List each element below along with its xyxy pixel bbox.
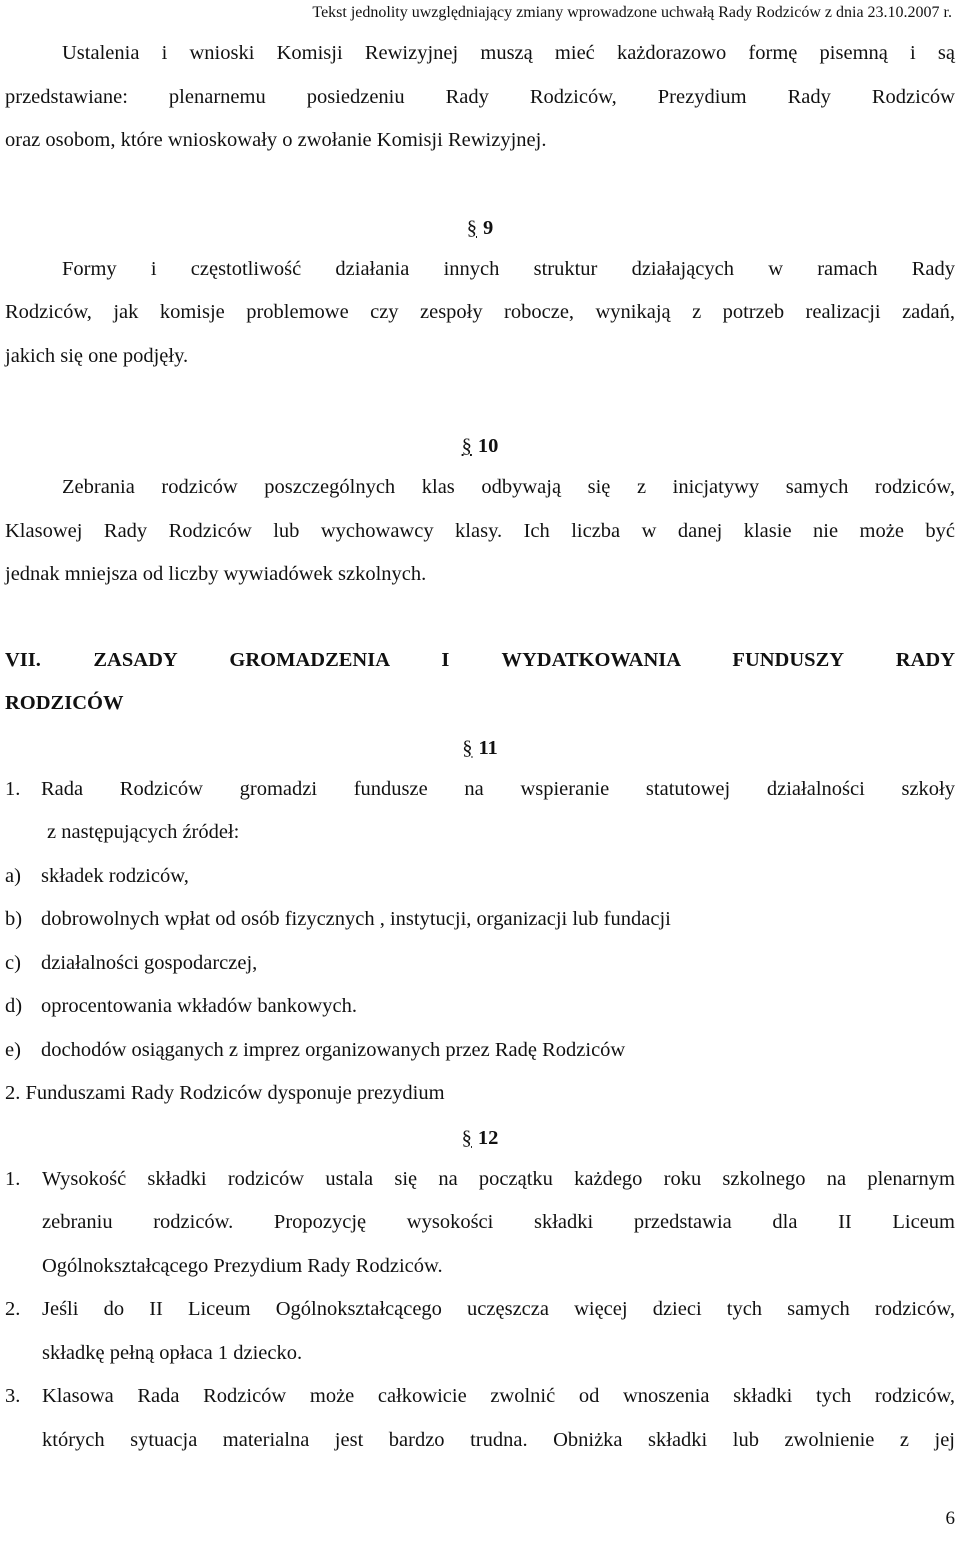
item-text: Rada Rodziców gromadzi fundusze na wspieranie statutowej działalności szkoły: [41, 777, 955, 800]
list-item-label: c): [5, 951, 21, 974]
list-item: [5, 898, 955, 942]
text-line: Formy i częstotliwość działania innych struktur działających w ramach Rady: [62, 257, 955, 280]
section-number: 9: [483, 216, 494, 239]
section-number: 10: [477, 435, 499, 457]
list-item: [5, 942, 955, 986]
document-body: [5, 32, 955, 1462]
item-text: [42, 1158, 955, 1289]
text-line: Jeśli do II Liceum Ogólnokształcącego uczęszcza więcej dzieci tych samych rodziców,: [42, 1298, 955, 1320]
list-item-label: d): [5, 995, 23, 1017]
section-number: 11: [478, 736, 498, 759]
text-line: oraz osobom, które wnioskowały o zwołanie Komisji Rewizyjnej.: [5, 129, 547, 151]
text-line: Ustalenia i wnioski Komisji Rewizyjnej muszą mieć każdorazowo formę pisemną i są: [62, 42, 955, 64]
section-heading-11: [5, 728, 955, 768]
list-item-label: b): [5, 908, 23, 930]
list-item-label: a): [5, 864, 21, 887]
text-line: Klasowa Rada Rodziców może całkowicie zwolnić od wnoszenia składki tych rodziców,: [42, 1385, 955, 1407]
item-text: [42, 1288, 955, 1375]
section-9-text: [5, 248, 955, 379]
list-item-text: składek rodziców,: [41, 864, 189, 887]
section-10-text: [5, 466, 955, 597]
list-item: [5, 1029, 955, 1073]
funding-sources-list: [5, 855, 955, 1073]
text-line: Wysokość składki rodziców ustala się na początku każdego roku szkolnego na plenarnym: [42, 1167, 955, 1190]
text-line: zebraniu rodziców. Propozycję wysokości składki przedstawia dla II Liceum: [42, 1211, 955, 1233]
section-heading-9: [5, 208, 955, 248]
spacer: [5, 378, 955, 426]
text-line: Klasowej Rady Rodziców lub wychowawcy klasy. Ich liczba w danej klasie nie może być: [5, 519, 955, 542]
chapter-heading: [5, 639, 955, 726]
list-item-text: dobrowolnych wpłat od osób fizycznych , instytucji, organizacji lub fundacji: [41, 908, 671, 930]
section-sign: §: [466, 216, 477, 239]
running-header: Tekst jednolity uwzględniający zmiany wprowadzone uchwałą Rady Rodziców z dnia 23.10.2007 r.: [312, 4, 952, 21]
list-item-text: działalności gospodarczej,: [41, 951, 258, 974]
text-line: jednak mniejsza od liczby wywiadówek szkolnych.: [5, 563, 427, 585]
section-sign: §: [462, 736, 473, 759]
list-item-label: e): [5, 1038, 21, 1061]
section-11-item-2: 2. Funduszami Rady Rodziców dysponuje prezydium: [5, 1082, 445, 1104]
section-11-item-1: [5, 768, 955, 855]
chapter-title-line: VII. ZASADY GROMADZENIA I WYDATKOWANIA FUNDUSZY RADY: [5, 648, 955, 671]
section-number: 12: [477, 1126, 499, 1149]
revision-paragraph: [5, 32, 955, 163]
text-line: Ogólnokształcącego Prezydium Rady Rodziców.: [42, 1254, 443, 1277]
list-item: [5, 985, 955, 1029]
section-sign: §: [461, 1126, 472, 1149]
text-line: przedstawiane: plenarnemu posiedzeniu Rady Rodziców, Prezydium Rady Rodziców: [5, 85, 955, 108]
section-heading-12: [5, 1118, 955, 1158]
text-line: których sytuacja materialna jest bardzo trudna. Obniżka składki lub zwolnienie z jej: [42, 1428, 955, 1451]
section-heading-10: [5, 426, 955, 466]
numbered-item: [5, 1158, 955, 1289]
chapter-title-line: RODZICÓW: [5, 692, 124, 714]
list-item-text: dochodów osiąganych z imprez organizowanych przez Radę Rodziców: [41, 1038, 626, 1061]
item-number: 2.: [5, 1298, 21, 1320]
text-line: Zebrania rodziców poszczególnych klas odbywają się z inicjatywy samych rodziców,: [62, 476, 955, 498]
spacer: [5, 597, 955, 639]
spacer: [5, 163, 955, 208]
item-text-continuation: z następujących źródeł:: [47, 821, 240, 843]
item-number: 3.: [5, 1385, 21, 1407]
list-item: [5, 855, 955, 899]
section-sign: §: [461, 435, 472, 457]
item-text: [42, 1375, 955, 1462]
numbered-item: [5, 1375, 955, 1462]
section-12-list: [5, 1158, 955, 1463]
text-line: jakich się one podjęły.: [5, 344, 189, 367]
item-number: 1.: [5, 1167, 21, 1190]
numbered-item: [5, 1288, 955, 1375]
page-number: 6: [945, 1508, 955, 1529]
text-line: składkę pełną opłaca 1 dziecko.: [42, 1341, 303, 1364]
numbered-item: [5, 768, 955, 812]
item-number: 1.: [5, 777, 21, 800]
text-line: Rodziców, jak komisje problemowe czy zespoły robocze, wynikają z potrzeb realizacji zadań,: [5, 301, 955, 323]
list-item-text: oprocentowania wkładów bankowych.: [41, 995, 357, 1017]
